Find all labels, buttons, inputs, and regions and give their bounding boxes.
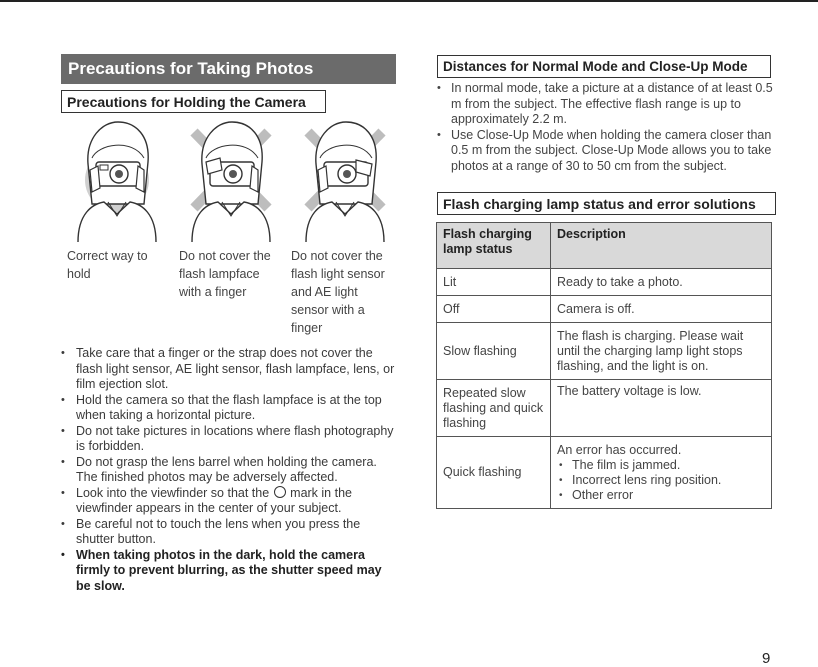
status-cell: Slow flashing [437,323,551,380]
table-row [437,296,772,323]
flash-status-subtitle: Flash charging lamp status and error solutions [437,192,776,215]
distances-subtitle: Distances for Normal Mode and Close-Up Mode [437,55,771,78]
status-cell: Off [437,296,551,323]
list-item-important: • When taking photos in the dark, hold the camera firmly to prevent blurring, as the shutter speed may be slow. [61,548,396,595]
status-cell: Repeated slow flashing and quick flashing [437,380,551,437]
status-cell: Lit [437,269,551,296]
caption-correct-hold: Correct way to hold [67,249,148,281]
flash-status-table [436,222,772,509]
sensor-cover-illustration-icon [300,118,390,244]
distances-list [437,81,777,174]
status-cell: Quick flashing [437,437,551,509]
error-list [557,458,765,503]
description-cell: The battery voltage is low. [551,380,772,437]
description-cell: Camera is off. [551,296,772,323]
description-cell [551,437,772,509]
list-item: • Take care that a finger or the strap does not cover the flash light sensor, AE light sensor, flash lampface, lens, or film ejection slot. [61,346,396,393]
description-cell: Ready to take a photo. [551,269,772,296]
list-item: • Be careful not to touch the lens when you press the shutter button. [61,517,396,548]
list-item: • Hold the camera so that the flash lampface is at the top when taking a horizontal picture. [61,393,396,424]
table-row [437,269,772,296]
list-item: • Do not grasp the lens barrel when holding the camera. The finished photos may be adversely affected. [61,455,396,486]
table-row [437,323,772,380]
list-item: • Use Close-Up Mode when holding the camera closer than 0.5 m from the subject. Close-Up Mode allows you to take photos at a range of 30 to 50 cm from the subject. [437,128,777,175]
description-cell: The flash is charging. Please wait until the charging lamp light stops flashing, and the light is on. [551,323,772,380]
table-row [437,380,772,437]
circle-mark-icon [274,486,286,498]
header-description: Description [551,223,772,269]
list-item: • Do not take pictures in locations where flash photography is forbidden. [61,424,396,455]
page-number: 9 [762,650,771,667]
section-title: Precautions for Taking Photos [61,54,396,84]
list-item: • Incorrect lens ring position. [557,473,765,488]
header-status: Flash charging lamp status [437,223,551,269]
viewfinder-text-before: Look into the viewfinder so that the [76,485,270,500]
correct-hold-illustration-icon [72,118,162,244]
caption-flash-cover: Do not cover the flash lampface with a finger [179,249,271,299]
holding-subtitle: Precautions for Holding the Camera [61,90,326,113]
list-item: • In normal mode, take a picture at a distance of at least 0.5 m from the subject. The effective flash range is up to approximately 2.2 m. [437,81,777,128]
caption-sensor-cover: Do not cover the flash light sensor and AE light sensor with a finger [291,249,385,335]
list-item: • The film is jammed. [557,458,765,473]
table-header-row [437,223,772,269]
list-item: • Other error [557,488,765,503]
viewfinder-text-after: mark in the viewfinder appears in the center of your subject. [76,485,352,515]
top-rule [0,0,818,2]
table-row [437,437,772,509]
flash-cover-illustration-icon [186,118,276,244]
holding-precautions-list [61,346,396,594]
list-item [61,486,396,517]
error-intro: An error has occurred. [557,442,682,457]
